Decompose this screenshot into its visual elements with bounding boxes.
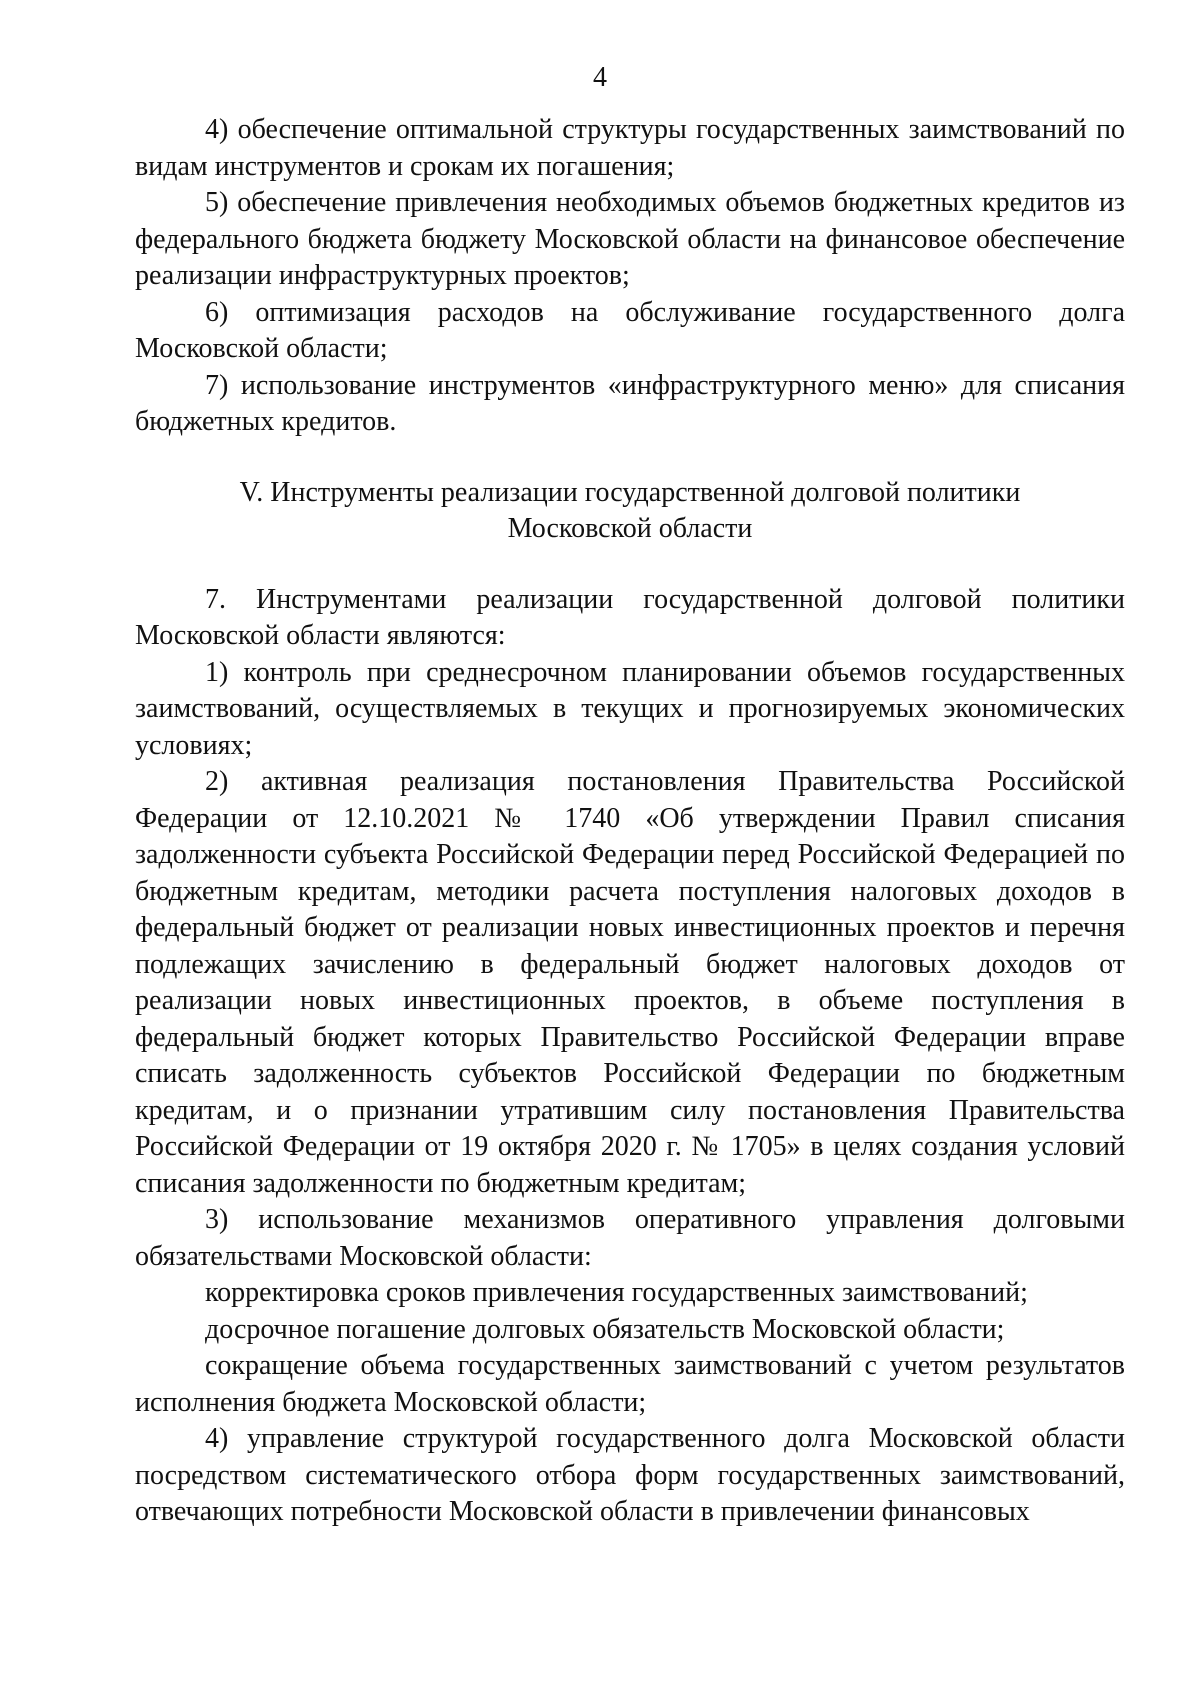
paragraph-sub-item-1: корректировка сроков привлечения государственных заимствований; <box>205 1277 1028 1308</box>
section-heading-line-1: V. Инструменты реализации государственной долговой политики <box>239 476 1021 508</box>
paragraph-item-6: 6) оптимизация расходов на обслуживание государственного долга Московской области; <box>135 296 1125 364</box>
paragraph-item-4: 4) обеспечение оптимальной структуры государственных заимствований по видам инструментов и срокам их погашения; <box>135 114 1125 182</box>
paragraph-tool-4: 4) управление структурой государственного долга Московской области посредством систематического отбора форм государственных заимствований, отвечающих потребности Московской области в привлечении финансовых <box>135 1423 1125 1527</box>
paragraph-tool-1: 1) контроль при среднесрочном планировании объемов государственных заимствований, осуществляемых в текущих и прогнозируемых экономических условиях; <box>135 656 1125 761</box>
section-heading-line-2: Московской области <box>507 513 753 544</box>
paragraph-sub-item-3: сокращение объема государственных заимствований с учетом результатов исполнения бюджета Московской области; <box>135 1350 1125 1418</box>
page-number: 4 <box>593 62 607 93</box>
section-heading <box>135 475 1125 548</box>
document-body <box>135 112 1125 1531</box>
paragraph-item-5: 5) обеспечение привлечения необходимых объемов бюджетных кредитов из федерального бюджета бюджету Московской области на финансовое обеспечение реализации инфраструктурных проектов; <box>135 187 1125 291</box>
paragraph-clause-7: 7. Инструментами реализации государственной долговой политики Московской области являются: <box>135 583 1125 651</box>
paragraph-item-7: 7) использование инструментов «инфраструктурного меню» для списания бюджетных кредитов. <box>135 369 1125 437</box>
paragraph-tool-3: 3) использование механизмов оперативного управления долговыми обязательствами Московской области: <box>135 1204 1125 1272</box>
paragraph-sub-item-2: досрочное погашение долговых обязательств Московской области; <box>205 1313 1005 1345</box>
paragraph-tool-2: 2) активная реализация постановления Правительства Российской Федерации от 12.10.2021 № 1740 «Об утверждении Правил списания задолженности субъекта Российской Федерации перед Российской Федерацией по бюджетным кредитам, методики расчета поступления налоговых доходов в федеральный бюджет от реализации новых инвестиционных проектов и перечня подлежащих зачислению в федеральный бюджет налоговых доходов от реализации новых инвестиционных проектов, в объеме поступления в федеральный бюджет которых Правительство Российской Федерации вправе списать задолженность субъектов Российской Федерации по бюджетным кредитам, и о признании утратившим силу постановления Правительства Российской Федерации от 19 октября 2020 г. № 1705» в целях создания условий списания задолженности по бюджетным кредитам; <box>135 766 1125 1199</box>
